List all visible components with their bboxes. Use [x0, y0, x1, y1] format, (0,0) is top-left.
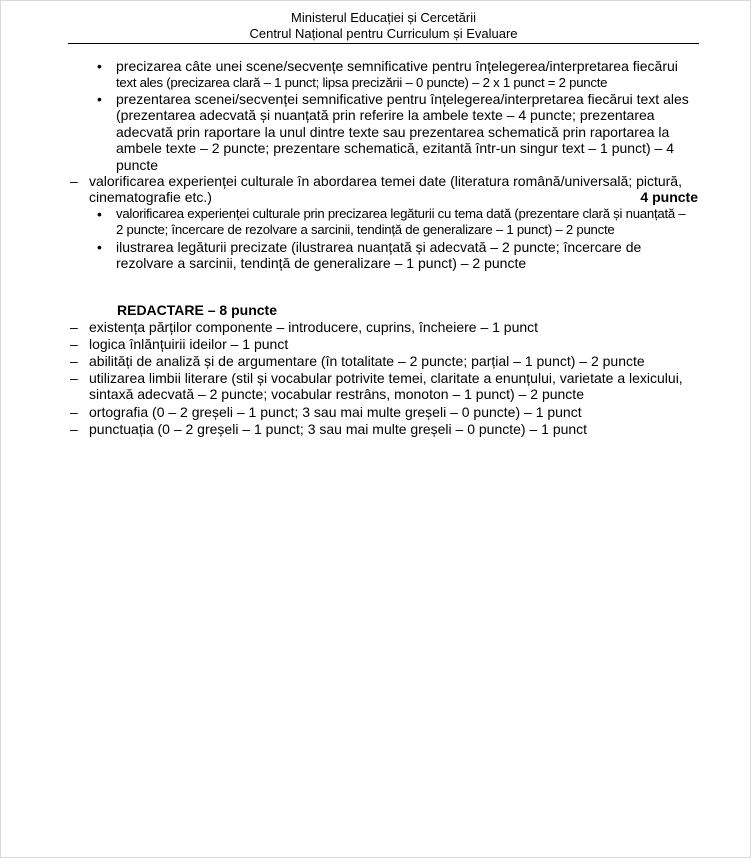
page-header	[68, 10, 699, 44]
text-line: abilități de analiză și de argumentare (în totalitate – 2 puncte; parțial – 1 punct) – 2 puncte	[89, 353, 645, 369]
text-line: puncte	[116, 156, 159, 173]
section-title-redactare: REDACTARE – 8 puncte	[117, 302, 277, 318]
text-line: text ales (precizarea clară – 1 punct; lipsa precizării – 0 puncte) – 2 x 1 punct = 2 puncte	[116, 75, 608, 91]
text-line: prezentarea scenei/secvenței semnificative pentru înțelegerea/interpretarea fiecărui text ales	[116, 91, 689, 107]
text-line: logica înlănțuirii ideilor – 1 punct	[89, 336, 289, 352]
redactare-item	[70, 370, 698, 403]
text-line: (prezentarea adecvată și nuanțată prin referire la ambele texte – 4 puncte; prezentarea	[116, 107, 655, 124]
dash-mark: –	[70, 404, 78, 420]
text-line: utilizarea limbii literare (stil și vocabular potrivite temei, claritate a enunțului, varietate a lexicului,	[89, 370, 683, 386]
text-line: ortografia (0 – 2 greșeli – 1 punct; 3 sau mai multe greșeli – 0 puncte) – 1 punct	[89, 404, 582, 420]
points-value: 4 puncte	[640, 189, 698, 206]
bullet-mark: •	[97, 58, 102, 74]
text-line: sintaxă adecvată – 2 puncte; vocabular restrâns, monoton – 1 punct) – 2 puncte	[89, 386, 584, 403]
criterion-bullet-ilustrare	[97, 239, 698, 272]
text-line: precizarea câte unei scene/secvențe semnificative pentru înțelegerea/interpretarea fiecărui	[116, 58, 678, 74]
bullet-mark: •	[97, 239, 102, 255]
redactare-item	[70, 404, 698, 420]
text-line: cinematografie etc.)	[89, 189, 212, 206]
text-line: valorificarea experienței culturale în abordarea temei date (literatura română/universală; pictură,	[89, 173, 682, 189]
dash-mark: –	[70, 173, 78, 189]
text-line: valorificarea experienței culturale prin precizarea legăturii cu tema dată (prezentare clară și nuanțată –	[116, 206, 686, 221]
text-line: ilustrarea legăturii precizate (ilustrarea nuanțată și adecvată – 2 puncte; încercare de	[116, 239, 642, 255]
dash-mark: –	[70, 370, 78, 386]
text-line: existența părților componente – introducere, cuprins, încheiere – 1 punct	[89, 319, 539, 335]
redactare-item	[70, 319, 698, 335]
redactare-item	[70, 353, 698, 369]
redactare-item	[70, 336, 698, 352]
text-line: ambele texte – 2 puncte; prezentare schematică, ezitantă într-un singur text – 1 punct) – 4	[116, 140, 674, 157]
dash-mark: –	[70, 319, 78, 335]
redactare-item	[70, 421, 698, 437]
dash-mark: –	[70, 353, 78, 369]
criterion-bullet-experienta	[97, 206, 698, 239]
header-center: Centrul Național pentru Curriculum și Evaluare	[249, 25, 518, 41]
text-line: 2 puncte; încercare de rezolvare a sarcinii, tendință de generalizare – 1 punct) – 2 puncte	[116, 222, 615, 238]
text-line: punctuația (0 – 2 greșeli – 1 punct; 3 sau mai multe greșeli – 0 puncte) – 1 punct	[89, 421, 588, 437]
criterion-bullet-precizare	[97, 58, 698, 92]
dash-mark: –	[70, 421, 78, 437]
header-ministry: Ministerul Educației și Cercetării	[291, 10, 476, 25]
criterion-bullet-prezentare	[97, 91, 698, 173]
bullet-mark: •	[97, 206, 102, 222]
text-line: rezolvare a sarcinii, tendință de generalizare – 1 punct) – 2 puncte	[116, 255, 527, 272]
text-line	[89, 189, 698, 205]
dash-mark: –	[70, 336, 78, 352]
text-line: adecvată prin raportare la unul dintre texte sau prezentarea schematică prin raportarea la	[116, 123, 670, 140]
bullet-mark: •	[97, 91, 102, 107]
criterion-dash-valorificare	[70, 173, 698, 206]
